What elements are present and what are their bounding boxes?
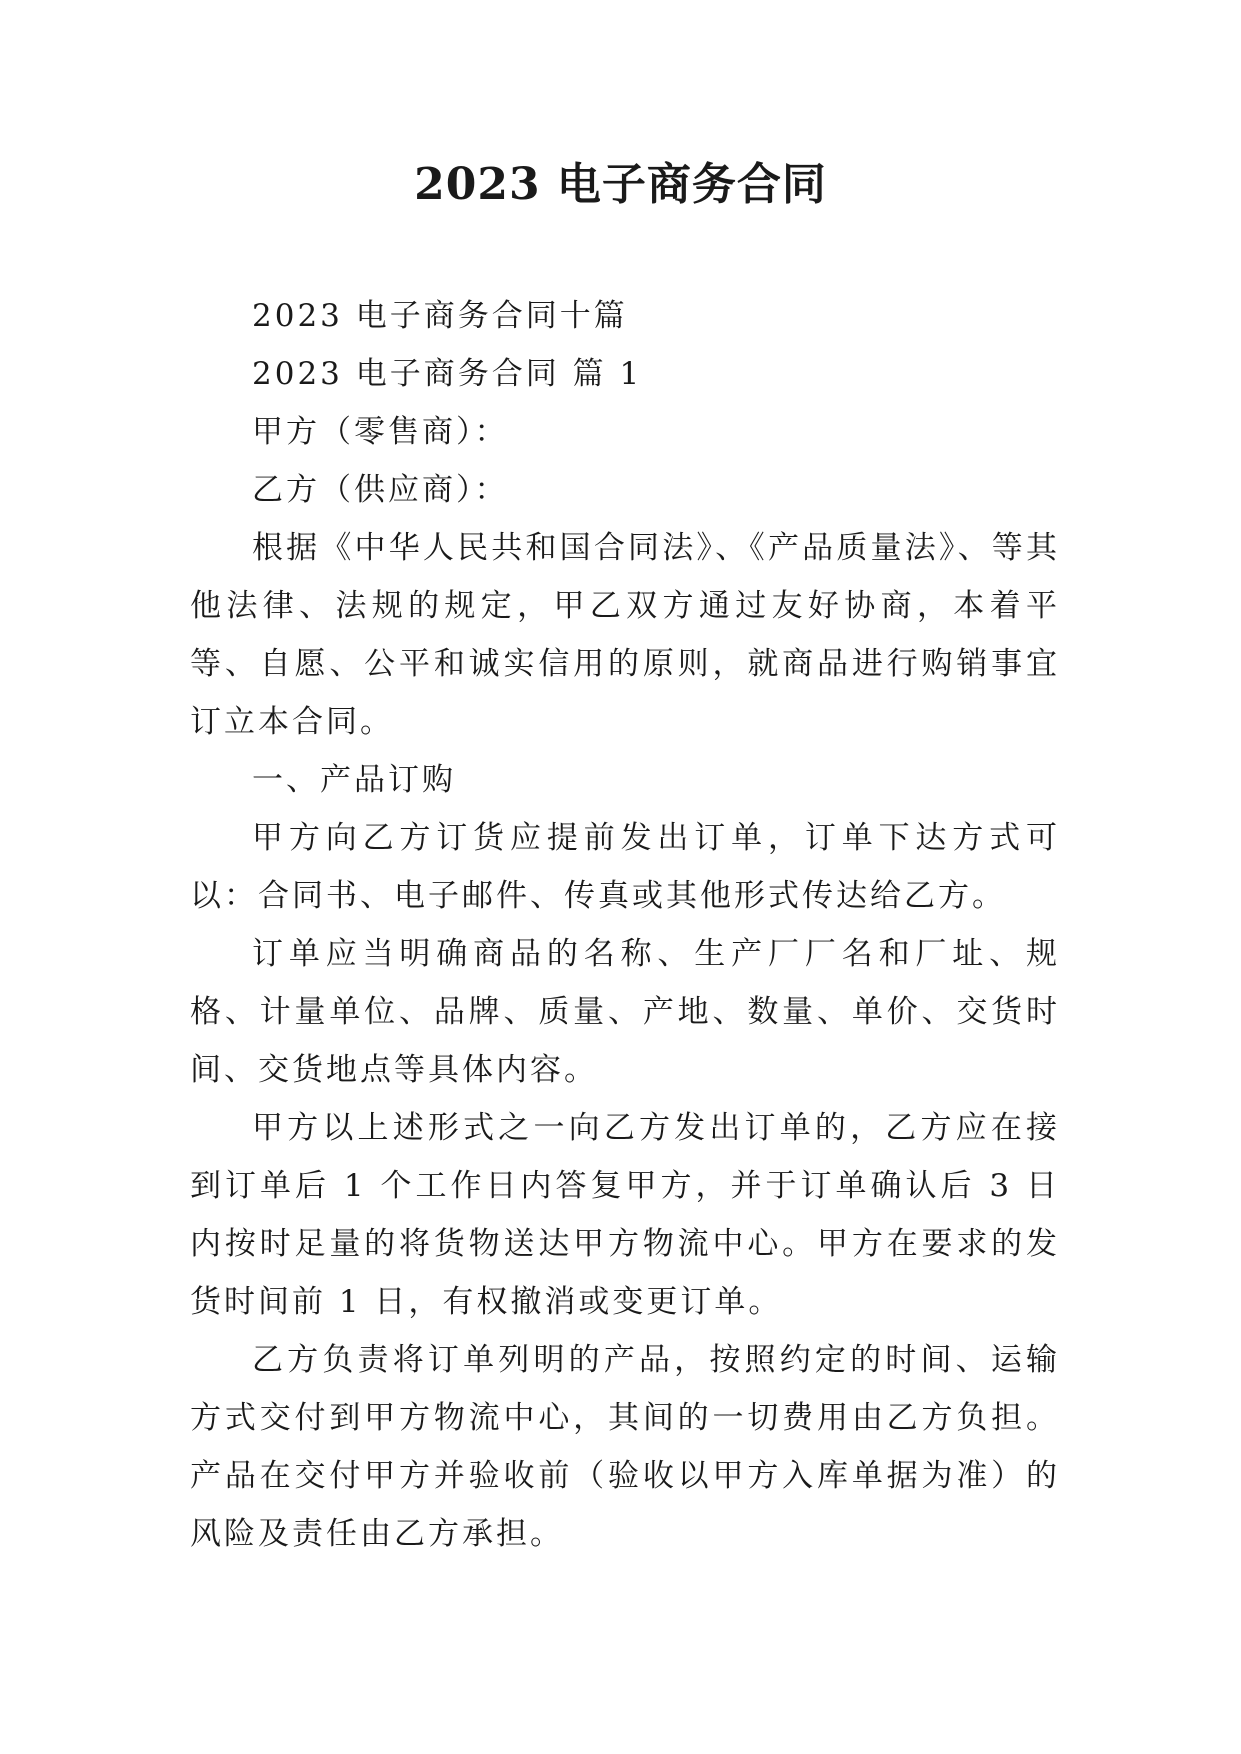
doc-paragraph-collection-title: 2023 电子商务合同十篇 <box>252 298 628 334</box>
doc-paragraph-order-response: 甲方以上述形式之一向乙方发出订单的，乙方应在接到订单后 1 个工作日内答复甲方，并于订单确认后 3 日内按时足量的将货物送达甲方物流中心。甲方在要求的发货时间前 1 日，有权撤消或变更订单。 <box>190 1110 1060 1320</box>
document-body <box>190 287 1060 1563</box>
doc-paragraph-delivery-risk: 乙方负责将订单列明的产品，按照约定的时间、运输方式交付到甲方物流中心，其间的一切费用由乙方负担。产品在交付甲方并验收前（验收以甲方入库单据为准）的风险及责任由乙方承担。 <box>190 1342 1060 1552</box>
document-title: 2023 电子商务合同 <box>414 159 827 210</box>
doc-paragraph-chapter-heading: 2023 电子商务合同 篇 1 <box>252 356 643 392</box>
doc-paragraph-order-content: 订单应当明确商品的名称、生产厂厂名和厂址、规格、计量单位、品牌、质量、产地、数量、单价、交货时间、交货地点等具体内容。 <box>190 936 1060 1088</box>
doc-paragraph-party-a: 甲方（零售商）： <box>252 414 509 450</box>
doc-paragraph-preamble: 根据《中华人民共和国合同法》、《产品质量法》、等其他法律、法规的规定，甲乙双方通过友好协商，本着平等、自愿、公平和诚实信用的原则，就商品进行购销事宜订立本合同。 <box>190 530 1060 740</box>
doc-paragraph-party-b: 乙方（供应商）： <box>252 472 509 508</box>
doc-paragraph-section-heading: 一、产品订购 <box>252 762 456 798</box>
doc-paragraph-order-method: 甲方向乙方订货应提前发出订单，订单下达方式可以：合同书、电子邮件、传真或其他形式传达给乙方。 <box>190 820 1060 914</box>
